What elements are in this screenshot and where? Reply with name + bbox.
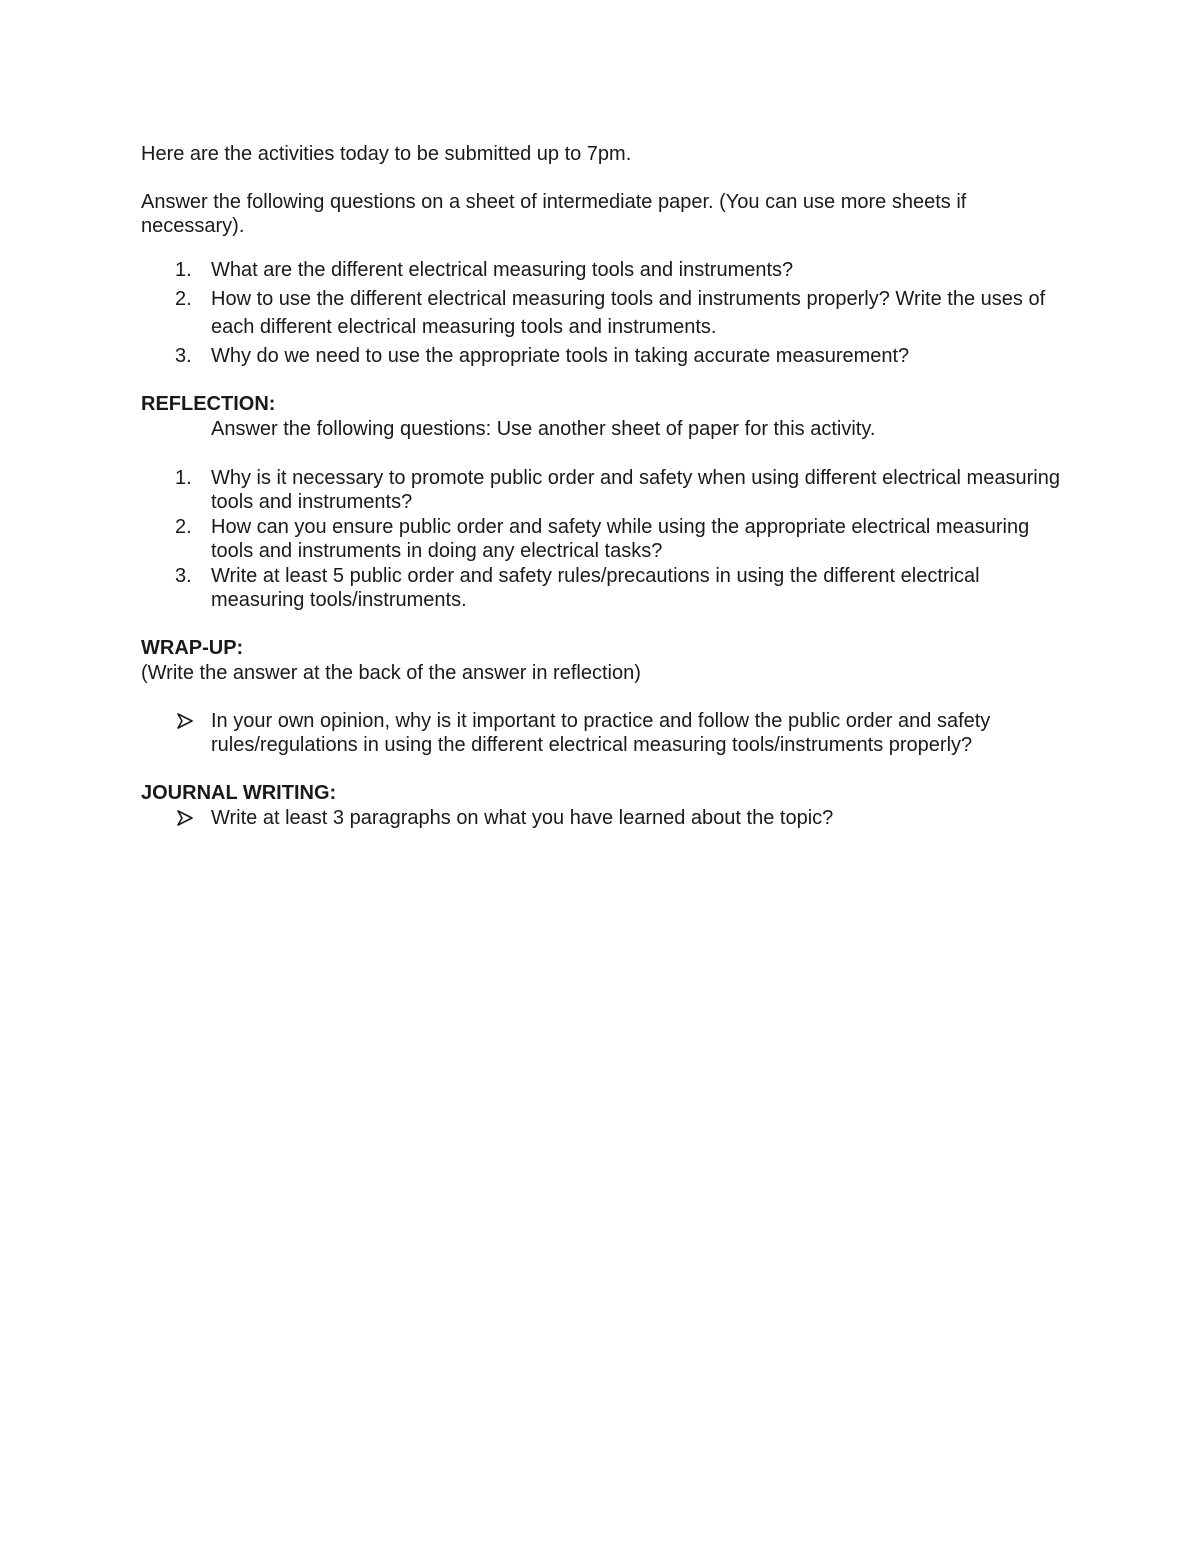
wrapup-heading: WRAP-UP: [141,637,244,659]
list-item [141,466,1071,514]
list-item-text: Write at least 3 paragraphs on what you have learned about the topic? [211,807,834,829]
list-number: 1. [175,259,192,281]
intro-line-1: Here are the activities today to be submitted up to 7pm. [141,143,632,165]
list-number: 2. [175,288,192,310]
list-item [141,709,1071,757]
arrow-bullet-icon [177,713,193,729]
journal-list [141,806,1071,830]
wrapup-note: (Write the answer at the back of the answer in reflection) [141,662,641,684]
list-item-text: In your own opinion, why is it important to practice and follow the public order and safety rules/regulations in using the different electrical measuring tools/instruments properly? [211,710,991,756]
reflection-heading: REFLECTION: [141,393,276,415]
list-number: 1. [175,467,192,489]
list-item [141,806,1071,830]
question-list [141,256,1071,370]
list-number: 3. [175,565,192,587]
reflection-list [141,466,1071,612]
list-item-text: Why is it necessary to promote public order and safety when using different electrical measuring tools and instruments? [211,467,1060,513]
document-page [141,142,1071,830]
list-item-text: Write at least 5 public order and safety rules/precautions in using the different electrical measuring tools/instruments. [211,565,980,611]
list-item [141,256,1071,284]
list-item [141,342,1071,370]
list-item [141,515,1071,563]
list-item [141,285,1071,341]
arrow-bullet-icon [177,810,193,826]
list-item-text: How can you ensure public order and safety while using the appropriate electrical measuring tools and instruments in doing any electrical tasks? [211,516,1030,562]
list-number: 2. [175,516,192,538]
list-item-text: What are the different electrical measuring tools and instruments? [211,259,794,281]
journal-heading: JOURNAL WRITING: [141,782,337,804]
list-item [141,564,1071,612]
intro-line-2: Answer the following questions on a sheet of intermediate paper. (You can use more sheets if necessary). [141,191,967,237]
wrapup-list [141,709,1071,757]
list-number: 3. [175,345,192,367]
reflection-note: Answer the following questions: Use another sheet of paper for this activity. [211,418,876,440]
list-item-text: How to use the different electrical measuring tools and instruments properly? Write the uses of each different electrical measuring tools and instruments. [211,288,1046,338]
list-item-text: Why do we need to use the appropriate tools in taking accurate measurement? [211,345,910,367]
